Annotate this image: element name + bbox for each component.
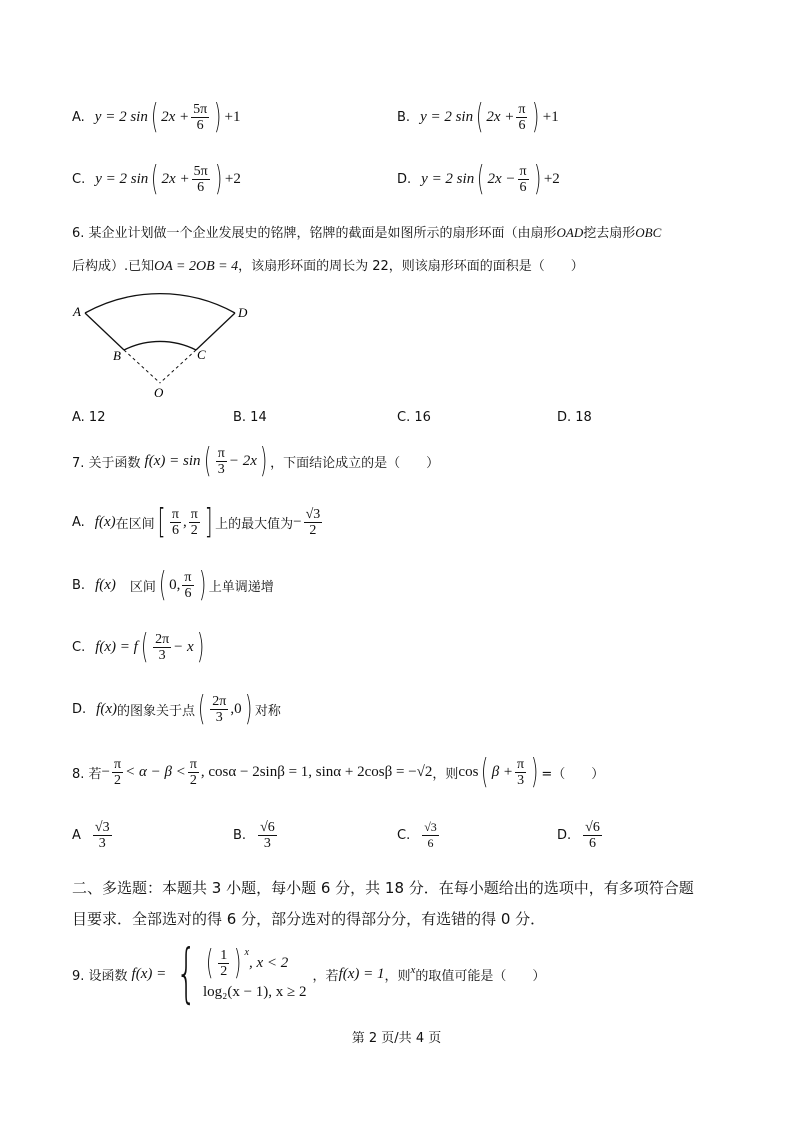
fraction: $\frac{\pi}{3}$ — [217, 445, 225, 477]
option-label: C. — [72, 171, 86, 187]
case-1: ( $\frac{1}{2}$ ) x , x < 2 — [205, 943, 289, 983]
paren-open: ( — [477, 159, 485, 199]
paren-close: ) — [214, 159, 222, 199]
math-tail: +2 — [543, 170, 560, 187]
point-label-a: A — [73, 304, 81, 319]
q8-option-d: D. $\frac{√6}{6}$ — [557, 820, 600, 851]
q5-option-c — [72, 159, 241, 199]
math-expr: y = 2 sin — [95, 170, 149, 187]
math-expr: y = 2 sin — [421, 170, 475, 187]
q6-option-a: A. 12 — [72, 410, 106, 425]
q7-option-a: A. f(x) 在区间 [ $\frac{\pi}{6}$ , $\frac{\pi}{2}$ ] 上的最大值为 − $\frac{√3}{2}$ — [72, 502, 321, 542]
math-tail: +1 — [542, 108, 559, 125]
edge-ab — [85, 313, 124, 350]
fraction: $\frac{\pi}{6}$ — [518, 101, 526, 133]
option-label: B. — [397, 109, 411, 125]
q7-stem: 7. 关于函数 f(x) = sin ( $\frac{\pi}{3}$ − 2x ) ，下面结论成立的是（ ） — [72, 441, 440, 481]
math-expr: y = 2 sin — [420, 108, 474, 125]
q5-option-b — [397, 97, 559, 137]
math-inner: 2x − — [487, 170, 516, 187]
q8-option-a: A $\frac{√3}{3}$ — [72, 820, 110, 851]
dashed-bo — [124, 350, 160, 383]
sector-annulus-figure — [70, 275, 270, 400]
point-label-d: D — [238, 305, 248, 320]
q7-option-c: C. f(x) = f ( $\frac{2\pi}{3}$ − x ) — [72, 627, 204, 667]
math-tail: +1 — [224, 108, 241, 125]
q6-option-d: D. 18 — [557, 410, 592, 425]
outer-arc — [85, 294, 235, 313]
point-label-c: C — [197, 347, 206, 362]
point-label-b: B — [113, 348, 121, 363]
section-heading-line2: 目要求．全部选对的得 6 分，部分选对的得部分分，有选错的得 0 分． — [72, 910, 546, 928]
paren-open: ( — [151, 159, 159, 199]
math-inner: 2x + — [161, 108, 190, 125]
math-expr: y = 2 sin — [94, 108, 148, 125]
option-label: A. — [72, 109, 85, 125]
paren-close: ) — [532, 97, 540, 137]
math-inner: 2x + — [486, 108, 515, 125]
dashed-co — [160, 350, 196, 383]
paren-close: ) — [533, 159, 541, 199]
q8-stem: 8. 若 − $\frac{\pi}{2}$ < α − β < $\frac{\pi}{2}$ , cosα − 2sinβ = 1, sinα + 2cosβ = −√2 ，则 cos ( β + $\frac{\pi}{3}$ ) =（ ） — [72, 752, 605, 792]
fraction: $\frac{\pi}{6}$ — [519, 163, 527, 195]
edge-dc — [196, 313, 235, 350]
q6-stem-line1: 6. 某企业计划做一个企业发展史的铭牌，铭牌的截面是如图所示的扇形环面（由扇形OAD挖去扇形OBC — [72, 225, 662, 241]
q7-option-d: D. f(x) 的图象关于点 ( $\frac{2\pi}{3}$ ,0 ) 对称 — [72, 689, 281, 729]
fraction: $\frac{5\pi}{6}$ — [193, 163, 208, 195]
section-heading-line1: 二、多选题：本题共 3 小题，每小题 6 分，共 18 分．在每小题给出的选项中，有多项符合题 — [72, 879, 694, 897]
q7-option-b: B. f(x) 区间 ( 0, $\frac{\pi}{6}$ ) 上单调递增 — [72, 565, 274, 605]
q9-stem: 9. 设函数 f(x) = { ( $\frac{1}{2}$ ) x , x < 2 log₂(x − 1), x ≥ 2 ，若 f(x) = 1 ，则 x 的取值可能是（ ） — [72, 937, 546, 1011]
q8-option-c: C. $\frac{√3}{6}$ — [397, 820, 437, 850]
q5-option-d — [397, 159, 560, 199]
piecewise-brace: { — [176, 937, 197, 1011]
q6-stem-line2: 后构成）.已知OA = 2OB = 4，该扇形环面的周长为 22，则该扇形环面的面积是（ ） — [72, 259, 584, 274]
case-2: log₂(x − 1), x ≥ 2 — [202, 984, 307, 1000]
q8-option-b: B. $\frac{√6}{3}$ — [233, 820, 275, 851]
inner-arc — [124, 341, 196, 350]
q5-option-a — [72, 97, 241, 137]
math-inner: 2x + — [161, 170, 190, 187]
paren-close: ) — [214, 97, 222, 137]
q6-option-c: C. 16 — [397, 410, 431, 425]
option-label: D. — [397, 171, 412, 187]
point-label-o: O — [154, 385, 164, 400]
fraction: $\frac{5\pi}{6}$ — [193, 101, 208, 133]
piecewise-cases — [203, 945, 307, 1003]
math-tail: +2 — [224, 170, 241, 187]
q6-option-b: B. 14 — [233, 410, 267, 425]
paren-open: ( — [476, 97, 484, 137]
page-footer: 第 2 页/共 4 页 — [351, 1031, 442, 1046]
paren-open: ( — [150, 97, 159, 137]
